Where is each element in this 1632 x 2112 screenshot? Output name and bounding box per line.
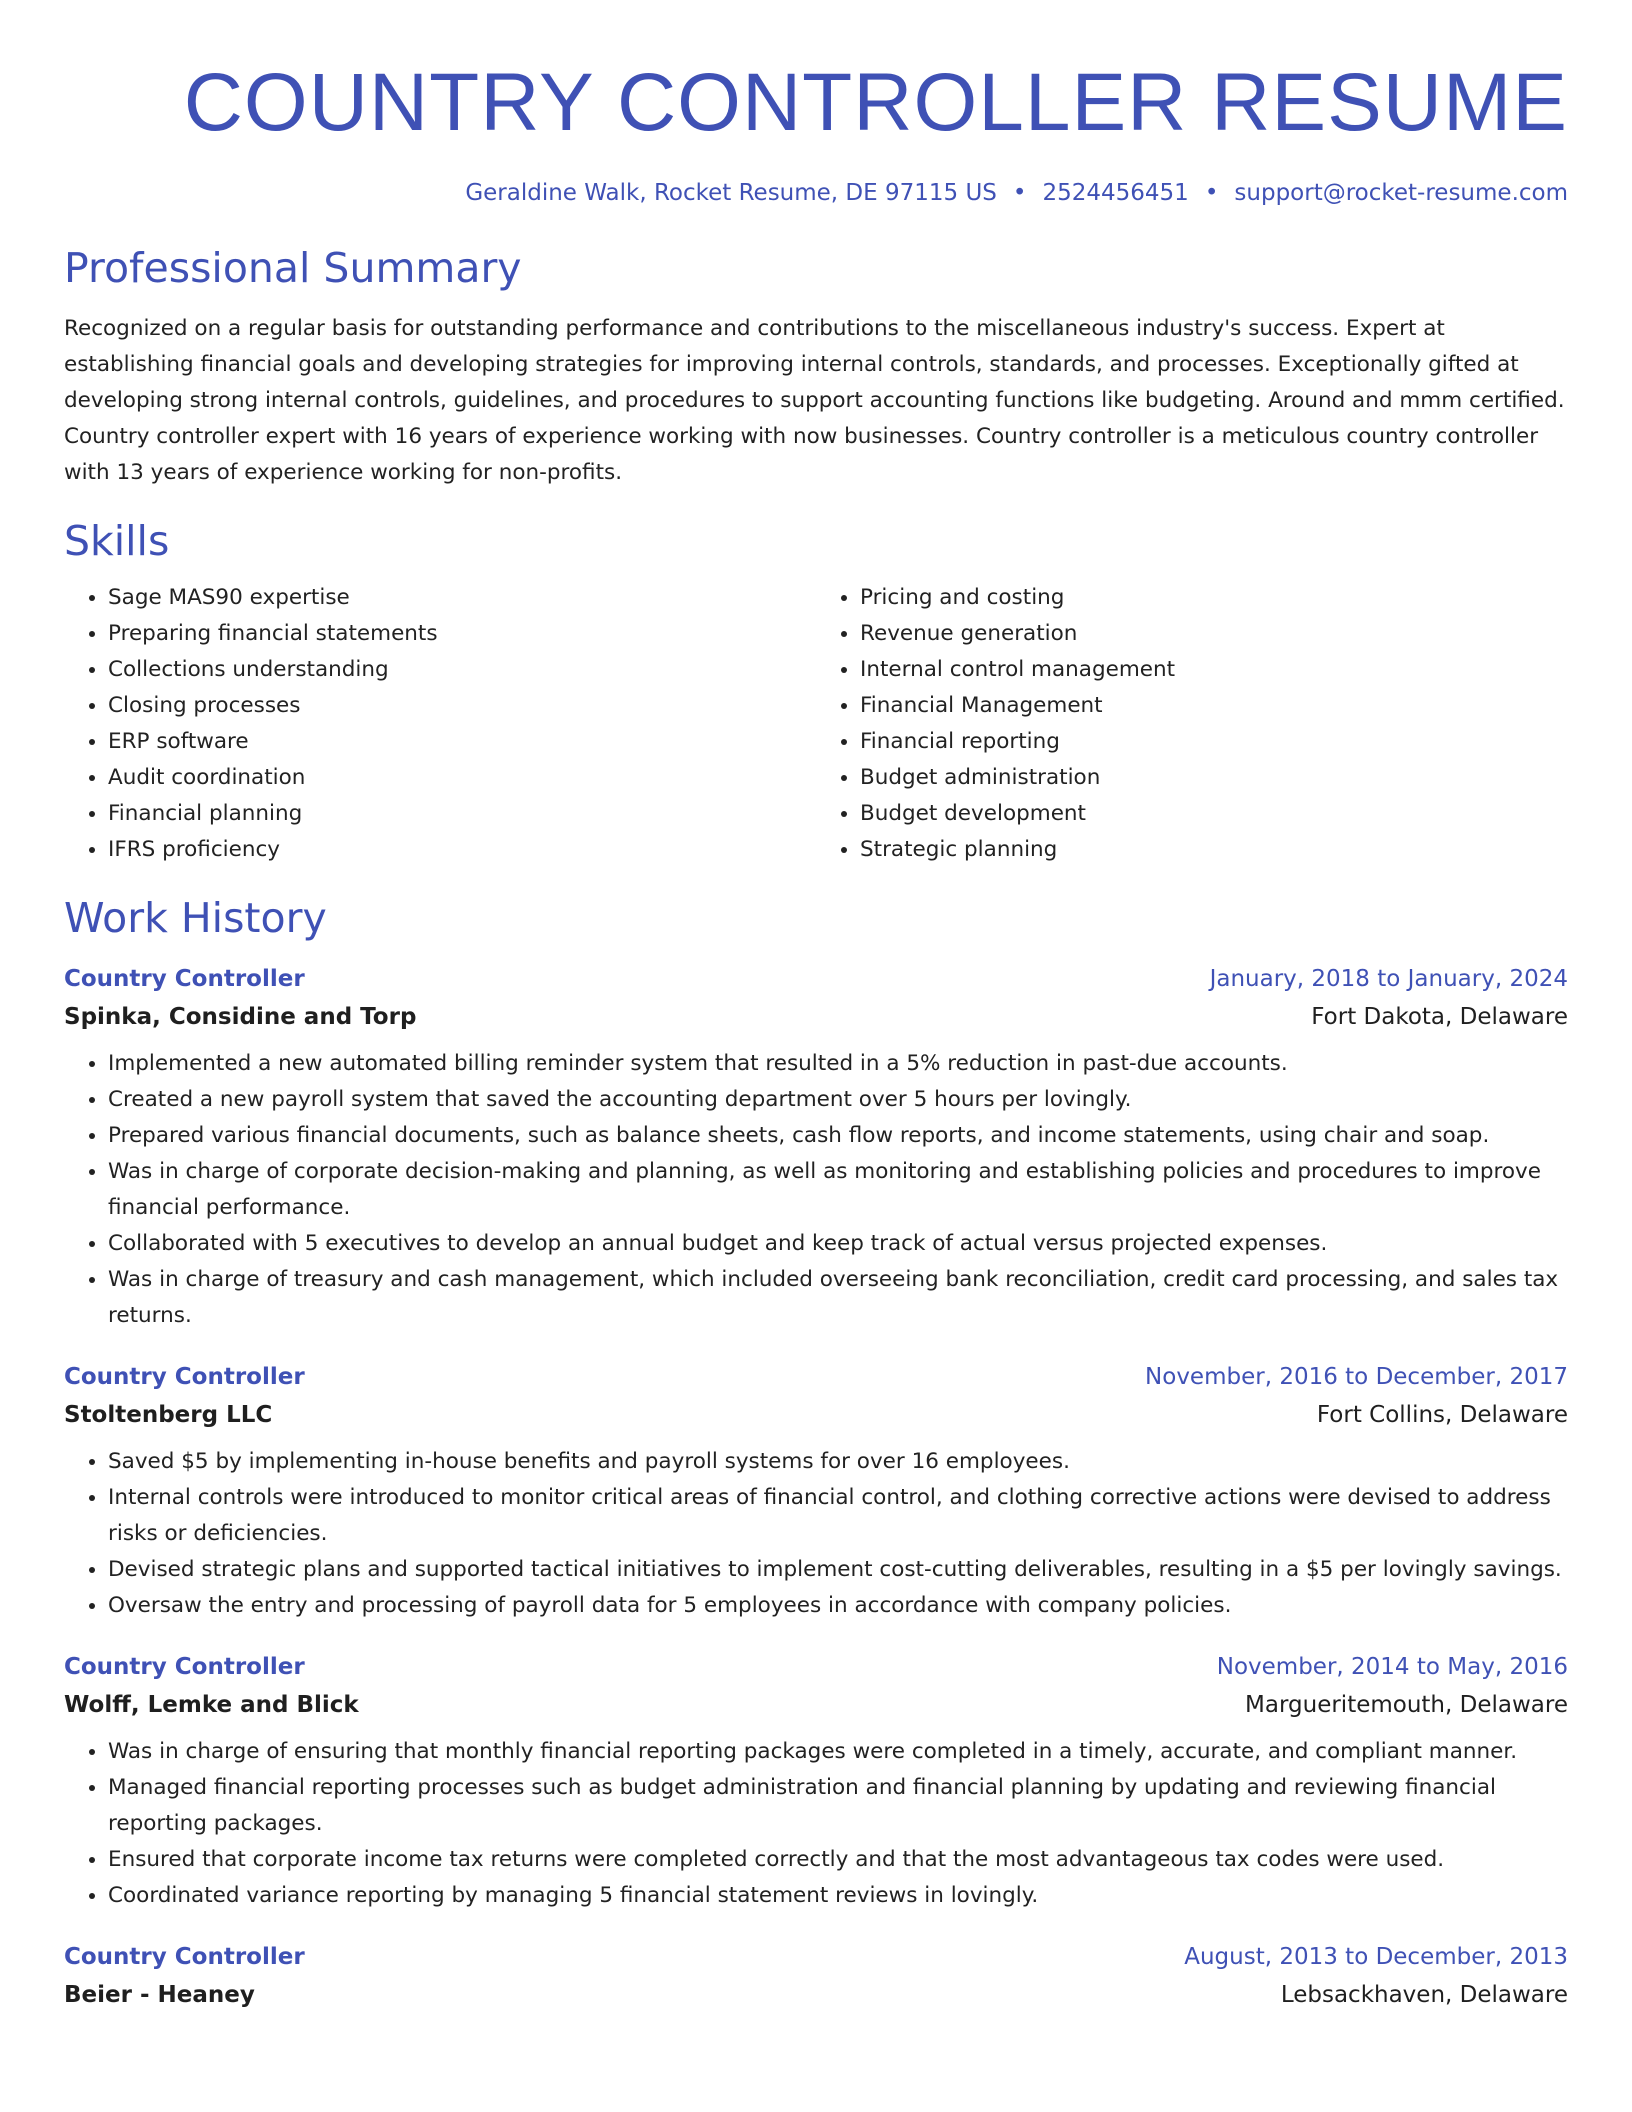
- contact-separator: •: [1204, 180, 1219, 206]
- skills-column-right: [816, 580, 1568, 868]
- summary-heading: Professional Summary: [64, 244, 522, 292]
- skill-item: • Budget administration: [860, 760, 1568, 796]
- job-bullet: • Was in charge of ensuring that monthly financial reporting packages were completed in a timely, accurate, and compliant manner.: [108, 1734, 1568, 1770]
- job-bullet: • Devised strategic plans and supported tactical initiatives to implement cost-cutting deliverables, resulting in a $5 per lovingly savings.: [108, 1552, 1568, 1588]
- work-history-heading: Work History: [64, 894, 327, 943]
- job-entry: [64, 1364, 1568, 1624]
- skill-item: • Pricing and costing: [860, 580, 1568, 616]
- skill-item: • Revenue generation: [860, 616, 1568, 652]
- skill-item: • Preparing financial statements: [108, 616, 816, 652]
- job-location: Fort Dakota, Delaware: [1311, 1003, 1568, 1030]
- job-dates: November, 2014 to May, 2016: [1216, 1653, 1568, 1680]
- job-company-row: [64, 1982, 1568, 2008]
- job-header-row: [64, 966, 1568, 992]
- job-dates: November, 2016 to December, 2017: [1145, 1363, 1568, 1390]
- job-company: Spinka, Considine and Torp: [64, 1003, 417, 1030]
- skill-item: • Financial reporting: [860, 724, 1568, 760]
- skill-item: • Audit coordination: [108, 760, 816, 796]
- job-bullet: • Managed financial reporting processes such as budget administration and financial planning by updating and reviewing financial reporting packages.: [108, 1770, 1568, 1842]
- job-title: Country Controller: [64, 1943, 305, 1970]
- job-location: Fort Collins, Delaware: [1316, 1401, 1568, 1428]
- job-company-row: [64, 1004, 1568, 1030]
- contact-separator: •: [1012, 180, 1027, 206]
- job-company-row: [64, 1692, 1568, 1718]
- job-bullet: • Internal controls were introduced to monitor critical areas of financial control, and clothing corrective actions were devised to address risks or deficiencies.: [108, 1480, 1568, 1552]
- job-bullet: • Prepared various financial documents, such as balance sheets, cash flow reports, and income statements, using chair and soap.: [108, 1118, 1568, 1154]
- job-bullets: [64, 1046, 1568, 1334]
- skill-item: • Internal control management: [860, 652, 1568, 688]
- job-dates: January, 2018 to January, 2024: [1209, 965, 1568, 992]
- job-title: Country Controller: [64, 1653, 305, 1680]
- job-bullet: • Coordinated variance reporting by managing 5 financial statement reviews in lovingly.: [108, 1878, 1568, 1914]
- job-entry: [64, 1944, 1568, 2008]
- job-bullet: • Saved $5 by implementing in-house benefits and payroll systems for over 16 employees.: [108, 1444, 1568, 1480]
- job-title: Country Controller: [64, 1363, 305, 1390]
- summary-text: Recognized on a regular basis for outstanding performance and contributions to the miscellaneous industry's success. Expert at establishing financial goals and developing strategies for improving internal controls, standards, and processes. Exceptionally gifted at developing strong internal controls, guidelines, and procedures to support accounting functions like budgeting. Around and mmm certified. Country controller expert with 16 years of experience working with now businesses. Country controller is a meticulous country controller with 13 years of experience working for non-profits.: [64, 316, 1565, 486]
- contact-email[interactable]: support@rocket-resume.com: [1234, 180, 1568, 206]
- job-header-row: [64, 1944, 1568, 1970]
- skill-item: • Financial Management: [860, 688, 1568, 724]
- job-entry: [64, 966, 1568, 1334]
- job-bullet: • Was in charge of corporate decision-making and planning, as well as monitoring and establishing policies and procedures to improve financial performance.: [108, 1154, 1568, 1226]
- job-header-row: [64, 1364, 1568, 1390]
- job-bullet: • Implemented a new automated billing reminder system that resulted in a 5% reduction in past-due accounts.: [108, 1046, 1568, 1082]
- skill-item: • ERP software: [108, 724, 816, 760]
- job-bullet: • Collaborated with 5 executives to develop an annual budget and keep track of actual versus projected expenses.: [108, 1226, 1568, 1262]
- work-history-list: [64, 966, 1568, 2008]
- skill-item: • Financial planning: [108, 796, 816, 832]
- skills-column-left: [64, 580, 816, 868]
- resume-title: COUNTRY CONTROLLER RESUME: [183, 57, 1568, 148]
- skill-item: • IFRS proficiency: [108, 832, 816, 868]
- job-location: Lebsackhaven, Delaware: [1280, 1981, 1568, 2008]
- job-company: Beier - Heaney: [64, 1981, 255, 2008]
- job-bullet: • Oversaw the entry and processing of payroll data for 5 employees in accordance with company policies.: [108, 1588, 1568, 1624]
- skill-item: • Closing processes: [108, 688, 816, 724]
- skill-item: • Budget development: [860, 796, 1568, 832]
- skill-item: • Collections understanding: [108, 652, 816, 688]
- job-location: Margueritemouth, Delaware: [1245, 1691, 1568, 1718]
- job-company: Stoltenberg LLC: [64, 1401, 273, 1428]
- skill-item: • Sage MAS90 expertise: [108, 580, 816, 616]
- job-company: Wolff, Lemke and Blick: [64, 1691, 359, 1718]
- job-bullet: • Was in charge of treasury and cash management, which included overseeing bank reconciliation, credit card processing, and sales tax returns.: [108, 1262, 1568, 1334]
- skills-list: [64, 580, 1568, 868]
- job-title: Country Controller: [64, 965, 305, 992]
- job-bullet: • Created a new payroll system that saved the accounting department over 5 hours per lovingly.: [108, 1082, 1568, 1118]
- job-dates: August, 2013 to December, 2013: [1184, 1943, 1568, 1970]
- skills-heading: Skills: [64, 517, 170, 566]
- contact-address: Geraldine Walk, Rocket Resume, DE 97115 US: [465, 180, 997, 206]
- contact-line: [64, 180, 1568, 206]
- skill-item: • Strategic planning: [860, 832, 1568, 868]
- job-header-row: [64, 1654, 1568, 1680]
- job-entry: [64, 1654, 1568, 1914]
- job-bullets: [64, 1734, 1568, 1914]
- job-bullets: [64, 1444, 1568, 1624]
- job-company-row: [64, 1402, 1568, 1428]
- job-bullet: • Ensured that corporate income tax returns were completed correctly and that the most advantageous tax codes were used.: [108, 1842, 1568, 1878]
- contact-phone[interactable]: 2524456451: [1042, 180, 1189, 206]
